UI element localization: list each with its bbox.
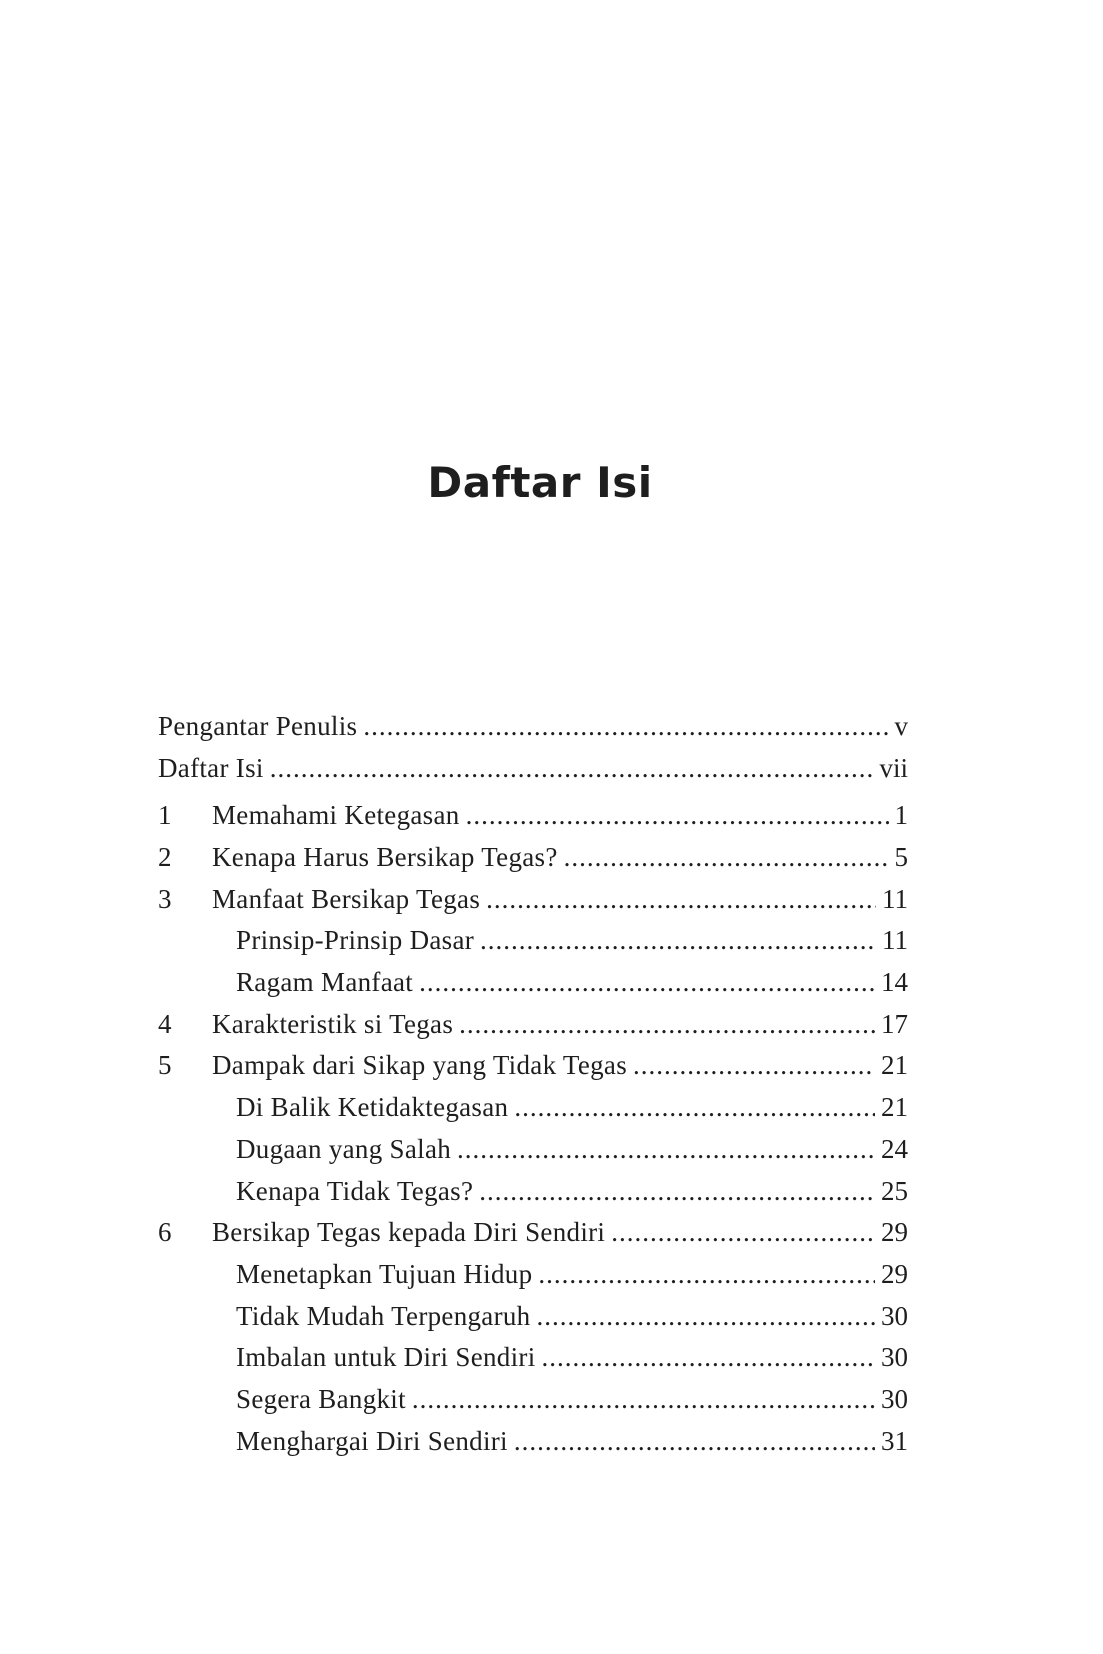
- toc-entry-label: Dampak dari Sikap yang Tidak Tegas: [212, 1050, 628, 1081]
- toc-entry-label: Kenapa Harus Bersikap Tegas?: [212, 842, 558, 873]
- toc-entry-label: Daftar Isi: [158, 752, 264, 783]
- dot-leader: [542, 1337, 876, 1379]
- toc-page-number: 14: [881, 967, 908, 998]
- toc-entry-label: Ragam Manfaat: [236, 967, 414, 998]
- toc-page-number: 11: [882, 883, 908, 914]
- dot-leader: [412, 1379, 875, 1421]
- toc-entry: [158, 1212, 908, 1254]
- toc-entry-label: Menghargai Diri Sendiri: [236, 1425, 508, 1456]
- toc-entry-label: Karakteristik si Tegas: [212, 1008, 454, 1039]
- dot-leader: [479, 1171, 875, 1213]
- toc-entry: [158, 748, 908, 790]
- dot-leader: [480, 920, 876, 962]
- chapter-number: 6: [158, 1217, 172, 1248]
- dot-leader: [457, 1129, 875, 1171]
- toc-entry-label: Dugaan yang Salah: [236, 1133, 452, 1164]
- dot-leader: [466, 795, 889, 837]
- toc-entry: [158, 1254, 908, 1296]
- toc-page-number: 30: [881, 1383, 908, 1414]
- toc-entry-label: Pengantar Penulis: [158, 710, 358, 741]
- chapter-number: 3: [158, 883, 172, 914]
- toc-entry: [158, 879, 908, 921]
- toc-page-number: 24: [881, 1133, 908, 1164]
- toc-page-number: 25: [881, 1175, 908, 1206]
- dot-leader: [538, 1254, 875, 1296]
- toc-page-number: 30: [881, 1342, 908, 1373]
- toc-entry: [158, 1296, 908, 1338]
- dot-leader: [270, 748, 874, 790]
- dot-leader: [486, 879, 876, 921]
- toc-entry: [158, 706, 908, 748]
- chapter-number: 2: [158, 842, 172, 873]
- dot-leader: [514, 1421, 875, 1463]
- toc-entry: [158, 1421, 908, 1463]
- toc-page-number: 29: [881, 1258, 908, 1289]
- toc-entry: [158, 1337, 908, 1379]
- toc-page-number: 21: [881, 1092, 908, 1123]
- toc-entry: [158, 962, 908, 1004]
- toc-page-number: 11: [882, 925, 908, 956]
- toc-page-number: v: [894, 710, 908, 741]
- toc-entry-label: Memahami Ketegasan: [212, 800, 460, 831]
- dot-leader: [419, 962, 875, 1004]
- dot-leader: [611, 1212, 875, 1254]
- page-title: Daftar Isi: [427, 458, 653, 507]
- toc-entry: [158, 1129, 908, 1171]
- toc-page-number: 31: [881, 1425, 908, 1456]
- toc-entry-label: Manfaat Bersikap Tegas: [212, 883, 481, 914]
- dot-leader: [459, 1004, 875, 1046]
- toc-page-number: 21: [881, 1050, 908, 1081]
- toc-page-number: 29: [881, 1217, 908, 1248]
- dot-leader: [363, 706, 888, 748]
- toc-entry-label: Segera Bangkit: [236, 1383, 406, 1414]
- table-of-contents: [158, 706, 908, 1462]
- dot-leader: [564, 837, 889, 879]
- toc-page-number: 5: [894, 842, 908, 873]
- toc-entry-label: Imbalan untuk Diri Sendiri: [236, 1342, 536, 1373]
- toc-page-number: 1: [894, 800, 908, 831]
- toc-entry-label: Tidak Mudah Terpengaruh: [236, 1300, 531, 1331]
- toc-entry-label: Bersikap Tegas kepada Diri Sendiri: [212, 1217, 606, 1248]
- toc-entry: [158, 1379, 908, 1421]
- toc-entry: [158, 1171, 908, 1213]
- chapter-number: 1: [158, 800, 172, 831]
- toc-entry-label: Di Balik Ketidaktegasan: [236, 1092, 509, 1123]
- toc-page-number: 17: [881, 1008, 908, 1039]
- toc-entry-label: Prinsip-Prinsip Dasar: [236, 925, 475, 956]
- dot-leader: [514, 1087, 875, 1129]
- dot-leader: [633, 1045, 875, 1087]
- toc-entry: [158, 795, 908, 837]
- dot-leader: [536, 1296, 875, 1338]
- chapter-number: 5: [158, 1050, 172, 1081]
- toc-entry: [158, 920, 908, 962]
- chapter-number: 4: [158, 1008, 172, 1039]
- toc-entry: [158, 1004, 908, 1046]
- toc-entry-label: Kenapa Tidak Tegas?: [236, 1175, 474, 1206]
- toc-entry: [158, 1046, 908, 1088]
- toc-page-number: vii: [879, 752, 908, 783]
- toc-page-number: 30: [881, 1300, 908, 1331]
- toc-entry: [158, 1087, 908, 1129]
- toc-entry: [158, 837, 908, 879]
- toc-entry-label: Menetapkan Tujuan Hidup: [236, 1258, 533, 1289]
